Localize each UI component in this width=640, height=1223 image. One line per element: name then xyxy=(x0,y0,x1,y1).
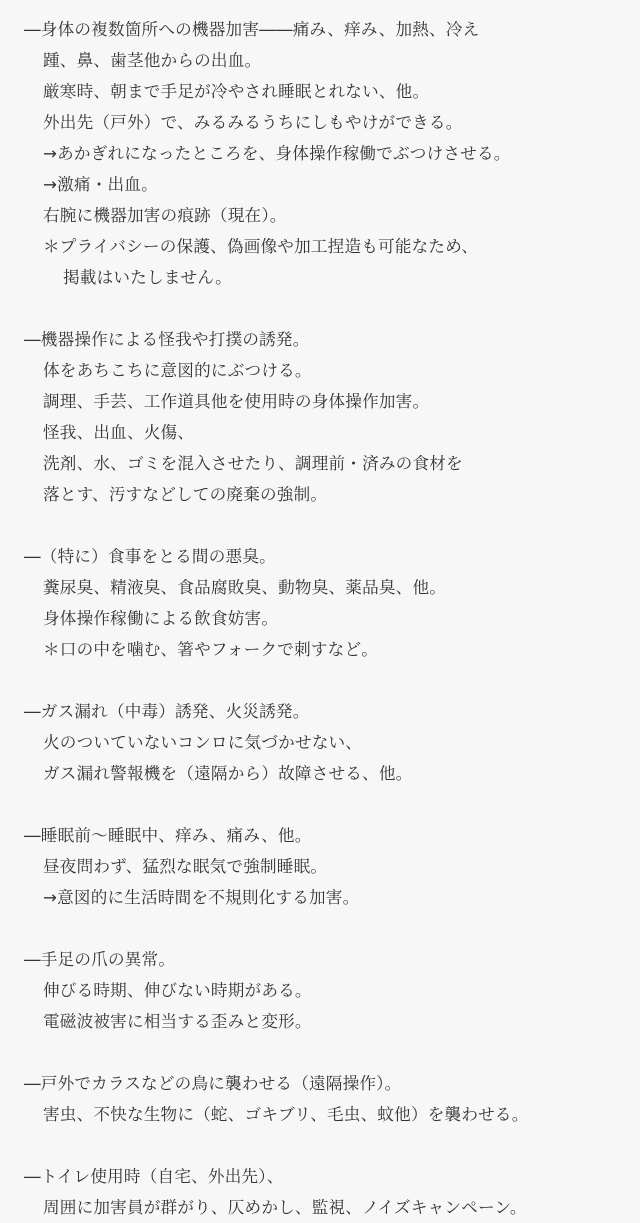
section-line: 糞尿臭、精液臭、食品腐敗臭、動物臭、薬品臭、他。 xyxy=(43,578,447,597)
section-line: 体をあちこちに意図的にぶつける。 xyxy=(43,361,312,380)
section-line: 落とす、汚すなどしての廃棄の強制。 xyxy=(43,485,328,504)
section-heading: ―機器操作による怪我や打撲の誘発。 xyxy=(24,330,310,349)
section-line: →激痛・出血。 xyxy=(43,175,158,194)
section-line: 怪我、出血、火傷、 xyxy=(43,423,195,442)
section-line: 掲載はいたしません。 xyxy=(63,268,232,287)
section-heading: ―戸外でカラスなどの鳥に襲わせる（遠隔操作）。 xyxy=(24,1074,402,1093)
section-line: 伸びる時期、伸びない時期がある。 xyxy=(43,981,312,1000)
section-line: →意図的に生活時間を不規則化する加害。 xyxy=(43,888,360,907)
symptom-section xyxy=(0,1161,640,1223)
section-line: 右腕に機器加害の痕跡（現在）。 xyxy=(43,206,287,225)
section-line: 外出先（戸外）で、みるみるうちにしもやけができる。 xyxy=(43,113,463,132)
section-line: ＊口の中を噛む、箸やフォークで刺すなど。 xyxy=(43,640,379,659)
symptom-section xyxy=(0,1068,640,1130)
section-heading: ―ガス漏れ（中毒）誘発、火災誘発。 xyxy=(24,702,310,721)
symptom-section xyxy=(0,944,640,1037)
section-line: 厳寒時、朝まで手足が冷やされ睡眠とれない、他。 xyxy=(43,82,430,101)
section-line: 周囲に加害員が群がり、仄めかし、監視、ノイズキャンペーン。 xyxy=(43,1198,527,1217)
symptom-section xyxy=(0,541,640,665)
section-line: 害虫、不快な生物に（蛇、ゴキブリ、毛虫、蚊他）を襲わせる。 xyxy=(43,1105,529,1124)
section-line: 火のついていないコンロに気づかせない、 xyxy=(43,733,363,752)
section-heading: ―睡眠前〜睡眠中、痒み、痛み、他。 xyxy=(24,826,312,845)
section-line: ガス漏れ警報機を（遠隔から）故障させる、他。 xyxy=(43,764,413,783)
section-line: →あかぎれになったところを、身体操作稼働でぶつけさせる。 xyxy=(43,144,511,163)
symptom-section xyxy=(0,820,640,913)
section-line: ＊プライバシーの保護、偽画像や加工捏造も可能なため、 xyxy=(43,237,479,256)
section-heading: ―身体の複数箇所への機器加害――痛み、痒み、加熱、冷え xyxy=(24,20,480,39)
section-line: 身体操作稼働による飲食妨害。 xyxy=(43,609,279,628)
section-heading: ―（特に）食事をとる間の悪臭。 xyxy=(24,547,276,566)
section-line: 調理、手芸、工作道具他を使用時の身体操作加害。 xyxy=(43,392,430,411)
section-heading: ―手足の爪の異常。 xyxy=(24,950,176,969)
symptom-section xyxy=(0,696,640,789)
symptom-section xyxy=(0,324,640,510)
section-line: 昼夜問わず、猛烈な眠気で強制睡眠。 xyxy=(43,857,328,876)
section-heading: ―トイレ使用時（自宅、外出先）、 xyxy=(24,1167,284,1186)
section-line: 踵、鼻、歯茎他からの出血。 xyxy=(43,51,262,70)
section-line: 電磁波被害に相当する歪みと変形。 xyxy=(43,1012,312,1031)
symptom-section xyxy=(0,14,640,293)
section-line: 洗剤、水、ゴミを混入させたり、調理前・済みの食材を xyxy=(43,454,463,473)
